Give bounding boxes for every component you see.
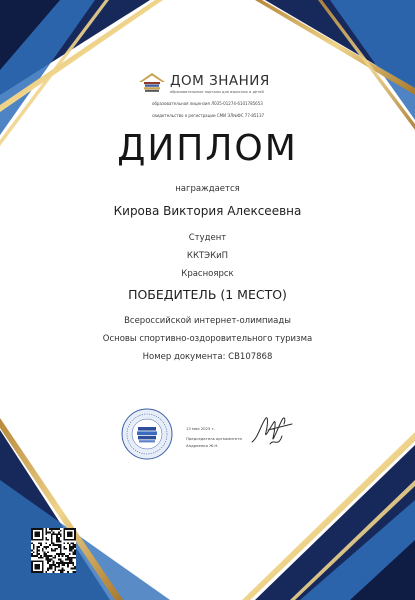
subject-name: Основы спортивно-оздоровительного туризма <box>102 334 313 344</box>
recipient-role: Студент <box>188 233 227 243</box>
document-number: Номер документа: CB107868 <box>142 352 273 362</box>
recipient-name: Кирова Виктория Алексеевна <box>113 204 302 218</box>
issue-date: 13 мая 2025 г. <box>186 426 215 431</box>
signer-name: Андреенко Ж.Н. <box>186 443 219 448</box>
logo-tagline: образовательные порталы для взрослых и детей <box>170 90 264 94</box>
event-name: Всероссийской интернет-олимпиады <box>124 316 291 326</box>
handwritten-signature <box>248 408 296 452</box>
awarded-text: награждается <box>175 184 240 194</box>
qr-code <box>31 528 76 573</box>
books-seal-icon <box>121 408 173 460</box>
bottom-left-blue-shape <box>0 480 170 600</box>
registration-text: свидетельство о регистрации СМИ ЭЛ№ФС 77-85137 <box>152 113 265 118</box>
signer-position: Председатель оргкомитета <box>186 436 242 441</box>
award-place: ПОБЕДИТЕЛЬ (1 МЕСТО) <box>128 287 287 302</box>
house-books-logo-icon <box>138 72 166 92</box>
recipient-city: Красноярск <box>181 269 234 279</box>
recipient-organization: ККТЭКиП <box>186 251 229 261</box>
top-right-blue-shape <box>330 0 415 120</box>
license-text: образовательная лицензия Л035-01274-6101785653 <box>152 101 263 106</box>
diploma-title: ДИПЛОМ <box>117 128 298 169</box>
logo-brand-name: ДОМ ЗНАНИЯ <box>170 73 270 89</box>
